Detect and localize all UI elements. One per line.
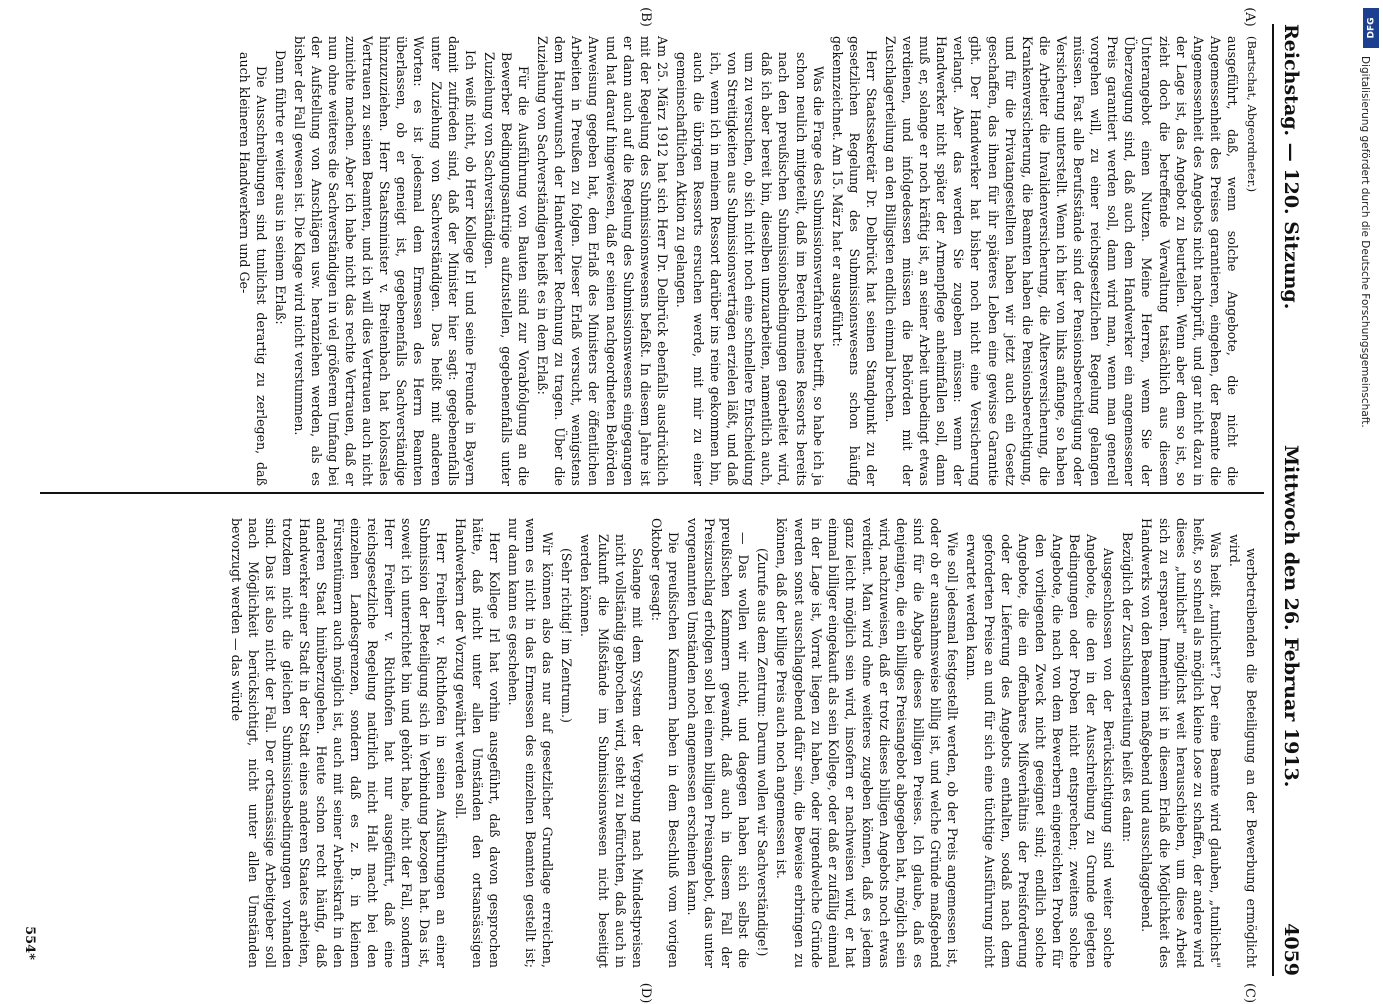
dfg-logo: DFG bbox=[1363, 8, 1379, 48]
left-column bbox=[40, 7, 1260, 486]
page-header bbox=[1272, 24, 1308, 976]
paragraph: Herr Staatssekretär Dr. Delbrück hat seinen Standpunkt zu der gesetzlichen Regelung des Submissionswesens schon häufig gekennzeichnet. Am 15. März hat er ausgeführt: bbox=[829, 36, 879, 486]
interjection: (Zurufe aus dem Zentrum: Darum wollen wir Sachverständige!) bbox=[755, 548, 771, 957]
quoted-paragraph: Für die Ausführung von Bauten sind zur Vorabfolgung an die Bewerber Bedingungsantriige aufzustellen, gegebenenfalls unter Zuziehung von Sachverständigen. bbox=[481, 52, 532, 486]
paragraph: Wir können also das nur auf gesetzlicher Grundlage erreichen, wenn es nicht in das Ermessen des einzelnen Beamten gestellt ist; nur dann kann es geschehen. bbox=[506, 518, 556, 968]
funding-credit: Digitalisierung gefördert durch die Deutsche Forschungsgemeinschaft. bbox=[1359, 56, 1371, 428]
right-column bbox=[40, 518, 1260, 1004]
margin-label-b: (B) bbox=[638, 7, 653, 27]
paragraph: Wie soll jedesmal festgestellt werden, ob der Preis angemessen ist, oder ob er ausnahmsweise billig ist, und welche Gründe maßgebend sind für die Abgabe dieses billigen Preises. Ich glaube, daß es denjenigen, die ein billiges Preisangebot abgegeben hat, möglich sein wird, nachzuweisen, daß er trotz dieses billigen Angebots noch etwas verdient. Man wird ohne weiteres zugeben können, daß es jedem ganz leicht möglich sein wird, insofern er nachweisen wird, er hat einmal billiger eingekauft als sein Kollege, oder daß er zufällig einmal in der Lage ist, Vorrat liegen zu haben, oder irgendwelche Gründe werden sonst ausschlaggebend dafür sein, die Beweise erbringen zu können, daß der billige Preis auch noch angemessen ist. bbox=[774, 518, 961, 968]
paragraph: — Das wollen wir nicht, und dagegen haben sich selbst die preußischen Kammern gewandt, daß auch in diesem Fall der Preiszuschlag erfolgen soll bei einem billigen Preisangebot, das unter vorgenannten Umständen noch angemessen erscheinen kann. bbox=[685, 518, 752, 968]
quoted-paragraph: werbetreibenden die Beteiligung an der Bewerbung ermöglicht wird. bbox=[1226, 534, 1259, 968]
digitization-sidebar bbox=[1361, 4, 1381, 996]
paragraph: Herr Freiherr v. Richthofen in seinen Ausführungen an einer Submission der Beteiligung sich in Verbindung bezogen hat. Das ist, soweit ich unterrichtet bin und gehört habe, nicht der Fall, sondern Herr Freiherr v. Richthofen hat nur ausgeführt, daß eine reichsgesetzliche Regelung natürlich nicht Halt macht bei den einzelnen Landesgrenzen, sondern daß es z. B. in kleinen Fürstentümern auch möglich ist, auch mit seiner Arbeitskraft in den anderen Staat hinüberzugehen. Heute schon recht häufig, daß Handwerker einer Stadt in der Stadt eines anderen Staates arbeiten, trotzdem nicht die gleichen Submissionsbedingungen vorhanden sind. Das ist also nicht der Fall. Der ortsansässige Arbeitgeber soll nach Möglichkeit berücksichtigt, nicht unter allen Umständen bevorzugt werden — das würde bbox=[228, 518, 449, 968]
margin-label-c: (C) bbox=[1242, 982, 1257, 1004]
paragraph: Ich weiß nicht, ob Herr Kollege Irl und seine Freunde in Bayern damit zufrieden sind, daß der Minister hier sagt: gegebenenfalls unter Zuziehung von Sachverständigen. Das heißt mit anderen Worten: es ist jedesmal dem Ermessen des Herrn Beamten überlassen, ob er geneigt ist, gegebenenfalls Sachverständige hinzuzuziehen. Herr Staatsminister v. Breitenbach hat kolossales Vertrauen zu seinen Beamten, und ich will dies Vertrauen auch nicht zunichte machen. Aber ich habe nicht das rechte Vertrauen, daß er nun ohne weiteres die Sachverständigen in viel größerem Umfang bei der Aufstellung von Anschlägen usw. heranziehen werden, als es bisher der Fall gewesen ist. Die Klage wird nicht verstummen. bbox=[291, 36, 478, 486]
quoted-paragraph: Solange mit dem System der Vergebung nach Mindestpreisen nicht vollständig gebrochen wird, steht zu befürchten, daß auch in Zukunft die Mißstände im Submissionswesen nicht beseitigt werden können. bbox=[578, 534, 645, 968]
header-date: Mittwoch den 26. Februar 1913. bbox=[1280, 445, 1302, 788]
paragraph: Bezüglich der Zuschlagserteilung heißt es dann: bbox=[1120, 532, 1136, 843]
header-left-title: Reichstag. — 120. Sitzung. bbox=[1280, 24, 1302, 310]
quoted-paragraph: Die Ausschreibungen sind tunlichst derartig zu zerlegen, daß auch kleineren Handwerkern und Ge- bbox=[236, 52, 269, 486]
paragraph: Am 25. März 1912 hat sich Herr Dr. Delbrück ebenfalls ausdrücklich mit der Regelung des Submissionswesens befaßt. In diesem Jahre ist er dann auch auf die Regelung des Submissionswesens eingegangen und hat darauf hingewiesen, daß er seinen nachgeordneten Behörden Anweisung gegeben hat, dem Erlaß des Ministers der öffentlichen Arbeiten in Preußen zu folgen. Dieser Erlaß versucht, wenigstens dem Hauptwunsch der Handwerker Rechnung zu tragen. Über die Zuziehung von Sachverständigen heißt es in dem Erlaß: bbox=[535, 36, 670, 486]
paragraph: Dann führte er weiter aus in seinem Erlaß: bbox=[272, 50, 288, 325]
interjection: (Sehr richtig! im Zentrum.) bbox=[559, 548, 575, 723]
paragraph: ausgeführt, daß, wenn solche Angebote, die nicht die Angemessenheit des Preises garantieren, eingehen, der Beamte die Angemessenheit des Angebots nicht nachprüft, und gar nicht dazu in der Lage ist, das Angebot zu beurteilen. Wenn aber dem so ist, so zieht doch die betreffende Verwaltung tatsächlich aus diesem Unterangebot einen Nutzen. Meine Herren, wenn Sie der Überzeugung sind, daß auch dem Handwerker ein angemessener Preis garantiert werden soll, dann wird man, wenn man generell vorgehen will, zu einer reichsgesetzlichen Regelung gelangen müssen. Fast alle Berufsstände sind der Pensionsberechtigung oder Versicherung unterstellt. Wenn ich hier von links anfange, so haben die Arbeiter die Invalidenversicherung, die Altersversicherung, die Krankenversicherung, die Beamten haben die Pensionsberechtigung, und für die Privatangestellten haben wir jetzt auch ein Gesetz geschaffen, das ihnen für ihr späteres Leben eine gewisse Garantie gibt. Der Handwerker hat bisher noch nicht eine Versicherung verlangt. Aber das werden Sie zugeben müssen: wenn der Handwerker nicht später der Armenpflege anheimfallen soll, dann muß er, solange er noch kräftig ist, an seiner Arbeit unbedingt etwas verdienen, und infolgedessen müssen die Behörden mit der Zuschlagerteilung an den Billigsten endlich einmal brechen. bbox=[883, 36, 1240, 486]
signature-mark: 554* bbox=[22, 926, 37, 960]
paragraph: Die preußischen Kammern haben in dem Beschluß vom vorigen Oktober gesagt: bbox=[648, 518, 681, 968]
page-number: 4059 bbox=[1280, 923, 1302, 976]
paragraph: Was heißt „tunlichst"? Der eine Beamte wird glauben, „tunlichst" heißt, so schnell als möglich kleine Lose zu schaffen, der andere wird dieses „tunlichst" möglichst weit herausschieben, um diese Arbeit sich zu ersparen. Immerhin ist in diesem Erlaß die Möglichkeit des Handwerks von den Beamten maßgebend und ausschlaggebend. bbox=[1139, 518, 1223, 968]
quoted-paragraph: Was die Frage des Submissionsverfahrens betrifft, so habe ich ja schon neulich mitgeteilt, daß im Bereich meines Ressorts bereits nach den preußischen Submissionsbedingungen gearbeitet wird, daß ich aber bereit bin, dieselben umzuarbeiten, namentlich auch, um zu versuchen, ob sich nicht noch eine schnellere Entscheidung von Streitigkeiten aus Submissionsverträgen erzielen läßt, und daß ich, wenn ich in meinem Ressort darüber ins reine gekommen bin, auch die übrigen Ressorts ersuchen werde, mit mir zu einer gemeinschaftlichen Aktion zu gelangen. bbox=[673, 52, 826, 486]
column-divider bbox=[40, 492, 1264, 494]
paragraph: Herr Kollege Irl hat vorhin ausgeführt, daß davon gesprochen hätte, daß nicht unter allen Umständen den ortsansässigen Handwerkern der Vorzug gewährt werden soll. bbox=[452, 518, 502, 968]
margin-label-d: (D) bbox=[638, 982, 653, 1004]
quoted-paragraph: Ausgeschlossen von der Berücksichtigung sind weiter solche Angebote, die den in der Ausschreibung zu Grunde gelegten Bedingungen oder Proben nicht entsprechen; zweitens solche Angebote, die nach von dem Bewerbern eingereichten Proben für den vorliegenden Zweck nicht geeignet sind; endlich solche Angebote, die ein offenbares Mißverhältnis der Preisforderung oder der Lieferung des Angebots enthalten, sodaß nach dem geforderten Preise an und für sich eine tüchtige Ausführung nicht erwartet werden kann. bbox=[964, 534, 1117, 968]
margin-label-a: (A) bbox=[1242, 7, 1257, 27]
speaker-label: (Bartschat, Abgeordneter.) bbox=[1245, 36, 1259, 193]
